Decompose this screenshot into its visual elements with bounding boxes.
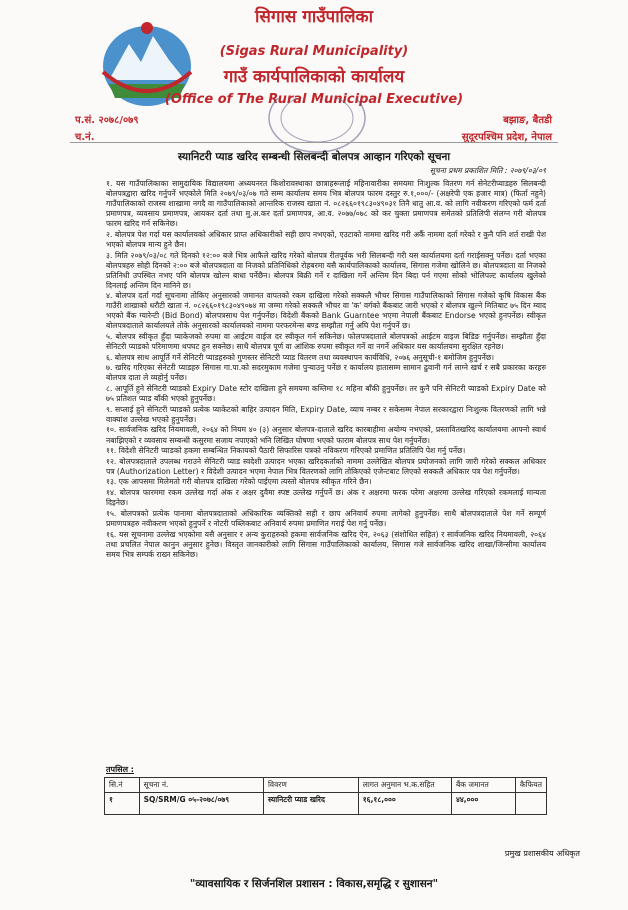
reference-number: प.सं. २०७८/०७९	[75, 115, 139, 126]
notice-paragraph: १. यस गाउँपालिकाका सामुदायिक विद्यालयमा अध्ययनरत किशोरावस्थाका छात्राहरूलाई महिनावारीका समयमा निःशुल्क वितरण गर्न सेनेटरीप्याडहरु सिलबन्दी बोलपत्रद्वारा खरिद गर्नुपर्ने भएकोले मिति २०७९/०३/०७ गते सम्म कार्यालय समय भित्र बोलपत्र फारम दस्तुर रु.१,०००/- (अक्षरेपी एक हजार मात्र) (फिर्ता नहुने) गाउँपालिकाको राजस्व शाखामा नगदै वा गाउँपालिकाको आन्तरिक राजस्व खाता नं. ०८२६६०१९८३०४९०३१ तिनै धातु आ.व. को लागि नवीकरण गरिएको फर्म दर्ता प्रमाणपत्र, व्यवसाय प्रमाणपत्र, आयकर दर्ता तथा मु.अ.कर दर्ता प्रमाणपत्र, आ.व. २०७७/०७८ को कर चुक्ता प्रमाणपत्र समेतको प्रतिलिपी संलग्न गरी बोलपत्र फारम खरिद गर्न सकिनेछ।	[106, 179, 546, 229]
column-header: विवरण	[263, 778, 358, 793]
office-seal-icon	[252, 98, 382, 158]
notice-title: स्यानिटरी प्याड खरिद सम्बन्धी सिलबन्दी बोलपत्र आव्हान गरिएको सूचना	[177, 151, 451, 163]
table-cell: १	[105, 793, 140, 815]
location-province: सुदूरपश्चिम प्रदेश, नेपाल	[461, 132, 552, 143]
column-header: सि.नं	[105, 778, 140, 793]
column-header: सूचना नं.	[139, 778, 263, 793]
notice-paragraph: १०. सार्वजनिक खरिद नियमावली, २०६४ को नियम ४० (३) अनुसार बोलपत्र-दाताले खरिद कारबाहीमा अयोग्य नभएको, प्रस्तावितखरिद कार्यालयमा आफ्नो स्वार्थ नबाझिएको र व्यवसाय सम्बन्धी कसुरमा सजाय नपाएको भनि लिखित घोषणा भएको फाराम बोलपत्र साथ पेश गर्नुपर्नेछ।	[106, 425, 546, 445]
table-row	[105, 793, 547, 815]
notice-body	[106, 179, 546, 560]
notice-paragraph: १४. बोलपत्र फारममा रकम उल्लेख गर्दा अंक र अक्षर दुवैमा स्पष्ट उल्लेख गर्नुपर्ने छ। अंक र अक्षरमा फरक परेमा अक्षरमा उल्लेख गरिएको रकमलाई मान्यता दिइनेछ।	[106, 488, 546, 508]
column-header: कैफियत	[515, 778, 546, 793]
notice-paragraph: २. बोलपत्र पेश गर्दा यस कार्यालयको अधिकार प्राप्त अधिकारीको सही छाप नभएको, एउटाको नाममा खरिद गरी अर्कै नाममा दर्ता गरेको र कुनै पनि शर्त राखी पेश भएको बोलपत्र मान्य हुने छैन।	[106, 229, 546, 249]
notice-paragraph: १२. बोलपत्रदाताले उपलब्ध गराउने सेनिटरी प्याड स्वदेशी उत्पादन भएका खरिदकर्ताको नाममा उल्लेखित बोलपत्र प्रयोजनको लागि जारी गरेको सक्कल अधिकार पत्र (Authorization Letter) र विदेशी उत्पादन भएमा नेपाल भित्र वितरणको लागि तोकिएको एजेन्टबाट लिएको सक्कलै अधिकार पत्र पेश गर्नुपर्नेछ।	[106, 456, 546, 476]
table-cell	[515, 793, 546, 815]
notice-paragraph: ३. मिति २०७९/०३/०८ गते दिनको १२:०० बजे भित्र आफैले खरिद गरेको बोलपत्र रीतपूर्वक भरी सिलबन्दी गरी यस कार्यालयमा दर्ता गराईसक्नु पर्नेछ। दर्ता भएका बोलपत्रहरु सोही दिनको २:०० बजे बोलपत्रदाता वा निजको प्रतिनिधिको रोहबरमा यसै कार्यपालिकाको कार्यालय, सिगास गजेमा खोलिने छ। बोलपत्रदाता वा निजको प्रतिनिधी उपस्थित नभए पनि बोलपत्र खोल्न बाधा पर्नेछैन। बोलपत्र बिक्री गर्ने र दाखिला गर्ने अन्तिम दिन बिदा पर्न गएमा सोको भोलिपल्ट कार्यालय खुलेको दिनलाई अन्तिम दिन मानिने छ।	[106, 250, 546, 290]
notice-paragraph: ९. सप्लाई हुने सेनिटरी प्याडको प्रत्येक प्याकेटको बाहिर उत्पादन मिति, Expiry Date, व्याच नम्बर र सकेसम्म नेपाल सरकारद्वारा निःशुल्क वितरणको लागि भन्ने वाक्यांश उल्लेख भएको हुनुपर्नेछ।	[106, 404, 546, 424]
notice-paragraph: ५. बोलपत्र स्वीकृत हुँदा प्याकेजको रुपमा वा आईटम वाईज दर स्वीकृत गर्न सकिनेछ। फोलपत्रदाताले बोलपत्रको आईटम वाइज बिडिङ गर्नुपर्नेछ। सम्झौता हुँदा सेनिटरी प्याडको परिमाणमा थपघट हुन सक्नेछ। साथै बोलपत्र पूर्ण वा आंशिक रुपमा स्वीकृत गर्ने वा नगर्ने अधिकार यस कार्यालयमा सुरक्षित रहनेछ।	[106, 332, 546, 352]
page-title: सिगास गाउँपालिका	[254, 7, 374, 27]
reference-block	[75, 112, 139, 146]
table-cell: स्यानिटरी प्याड खरिद	[263, 793, 358, 815]
table-cell: ४४,०००	[451, 793, 515, 815]
table-header-row	[105, 778, 547, 793]
location-block	[462, 112, 552, 146]
notice-paragraph: ४. बोलपत्र दर्ता गर्दा सूचनामा तोकिए अनुसारको जमानत वापतको रकम दाखिला गरेको सक्कलै भौचर सिगास गाउँपालिकाको सिगास गजेको कृषि विकास बैंक गाउँरी शाखाको धरौटी खाता नं. ०८२६६०१९८३०४९०७४ मा जम्मा गरेको सक्कलै भौचर वा 'क' वर्गको बैंकबाट जारी भएको र बोलपत्र खुल्ने मितिबाट ७५ दिन म्याद भएको बैंक ग्यारेन्टी (Bid Bond) बोलपत्रसाथ पेश गर्नुपर्नेछ। विदेशी बैंकको Bank Guarntee भएमा नेपाली बैंकबाट Endorse भएको हुनपर्नेछ। स्वीकृत बोलपत्रदाताले कार्यालयले तोके अनुसारको कार्यालयको नाममा परफरमेन्स बण्ड सम्झौता गर्नु अघि पेश गर्नुपर्ने छ।	[106, 291, 546, 331]
notice-paragraph: १६. यस सूचनामा उल्लेख भएकोमा यसै अनुसार र अन्य कुराहरुको हकमा सार्वजनिक खरिद ऐन, २०६३ (संशोधित सहित) र सार्वजनिक खरिद नियमावली, २०६४ तथा प्रचलित नेपाल कानुन अनुसार हुनेछ। विस्तृत जानकारीको लागि सिगास गाउँपालिकाको कार्यालय, सिगास गजे सार्वजनिक खरिद शाखा/जिन्सीमा कार्यालय समय भित्र सम्पर्क राख्न सकिनेछ।	[106, 529, 546, 559]
office-subtitle: (Office of The Rural Municipal Executive)	[164, 92, 464, 107]
notice-paragraph: ११. विदेशी सेनिटरी प्याडको हकमा सम्बन्धित निकायको पैठारी सिफारिस पत्रको नविकरण गरिएको प्रमाणित प्रतिलिपि पेश गर्नु पर्नेछ।	[106, 446, 466, 456]
notice-paragraph: ६. बोलपत्र साथ आपूर्ति गर्ने सेनिटरी प्याडहरुको गुणस्तर सेनिटरी प्याड वितरण तथा व्यवस्थापन कार्यविधि, २०७६ अनुसूची-१ बमोजिम हुनुपर्नेछ।	[106, 352, 495, 362]
table-heading: तपसिल :	[106, 765, 134, 774]
dispatch-number: च.नं.	[75, 132, 95, 143]
header-divider	[70, 142, 558, 143]
page-subtitle: (Sigas Rural Municipality)	[219, 44, 409, 59]
table-cell: १६,१८,०००	[358, 793, 451, 815]
notice-paragraph: १५. बोलपत्रको प्रत्येक पानामा बोलपत्रदाताको अधिकारिक व्यक्तिको सही र छाप अनिवार्य रुपमा लागेको हुनुपर्नेछ। साथै बोलपत्रदाताले पेश गर्ने सम्पूर्ण प्रमाणपत्रहरु नवीकरण भएको हुनुपर्ने र नोटरी पब्लिकबाट अनिवार्य रुपमा प्रमाणित गराई पेश गर्नु पर्नेछ।	[106, 508, 546, 528]
notice-date: सूचना प्रथम प्रकाशित मिति : २०७९/०३/०९	[429, 166, 546, 175]
notice-paragraph: ७. खरिद गरिएका सेनेटरी प्याडहरु सिगास गा.पा.को सदरमुकाम गजेमा पुर्‍याउनु पर्नेछ र कार्यालय हातासम्म सामान ढुवानी गर्न लाग्ने खर्च र सबै प्रकारका करहरु बोलपत्र दाता ले व्यहोर्नु पर्नेछ।	[106, 363, 546, 383]
table-cell: SQ/SRM/G ०५-२०७८/०७९	[139, 793, 263, 815]
notice-paragraph: ८. आपूर्ति हुने सेनिटरी प्याडको Expiry Date स्टोर दाखिला हुने समयमा कम्तिमा १८ महिना बाँकी हुनुपर्नेछ। तर कुनै पनि सेनिटरी प्याडको Expiry Date को ७५ प्रतिशत प्याड बाँकी भएको हुनुपर्नेछ।	[106, 384, 546, 404]
signatory-title: प्रमुख प्रशासकीय अधिकृत	[504, 849, 580, 858]
slogan: "व्यावसायिक र सिर्जनशिल प्रशासन : विकास,समृद्धि र सुशासन"	[189, 878, 439, 890]
column-header: बैंक जमानत	[451, 778, 515, 793]
tender-table	[104, 777, 547, 815]
location-district: बझाङ, बैतडी	[503, 115, 552, 126]
column-header: लागत अनुमान भ.क.सहित	[358, 778, 451, 793]
office-title: गाउँ कार्यपालिकाको कार्यालय	[223, 67, 405, 87]
notice-paragraph: १३. एक आपसमा मिलेमतो गरी बोलपत्र दाखिला गरेको पाईएमा त्यस्तो बोलपत्र स्वीकृत गरिने छैन।	[106, 477, 372, 487]
